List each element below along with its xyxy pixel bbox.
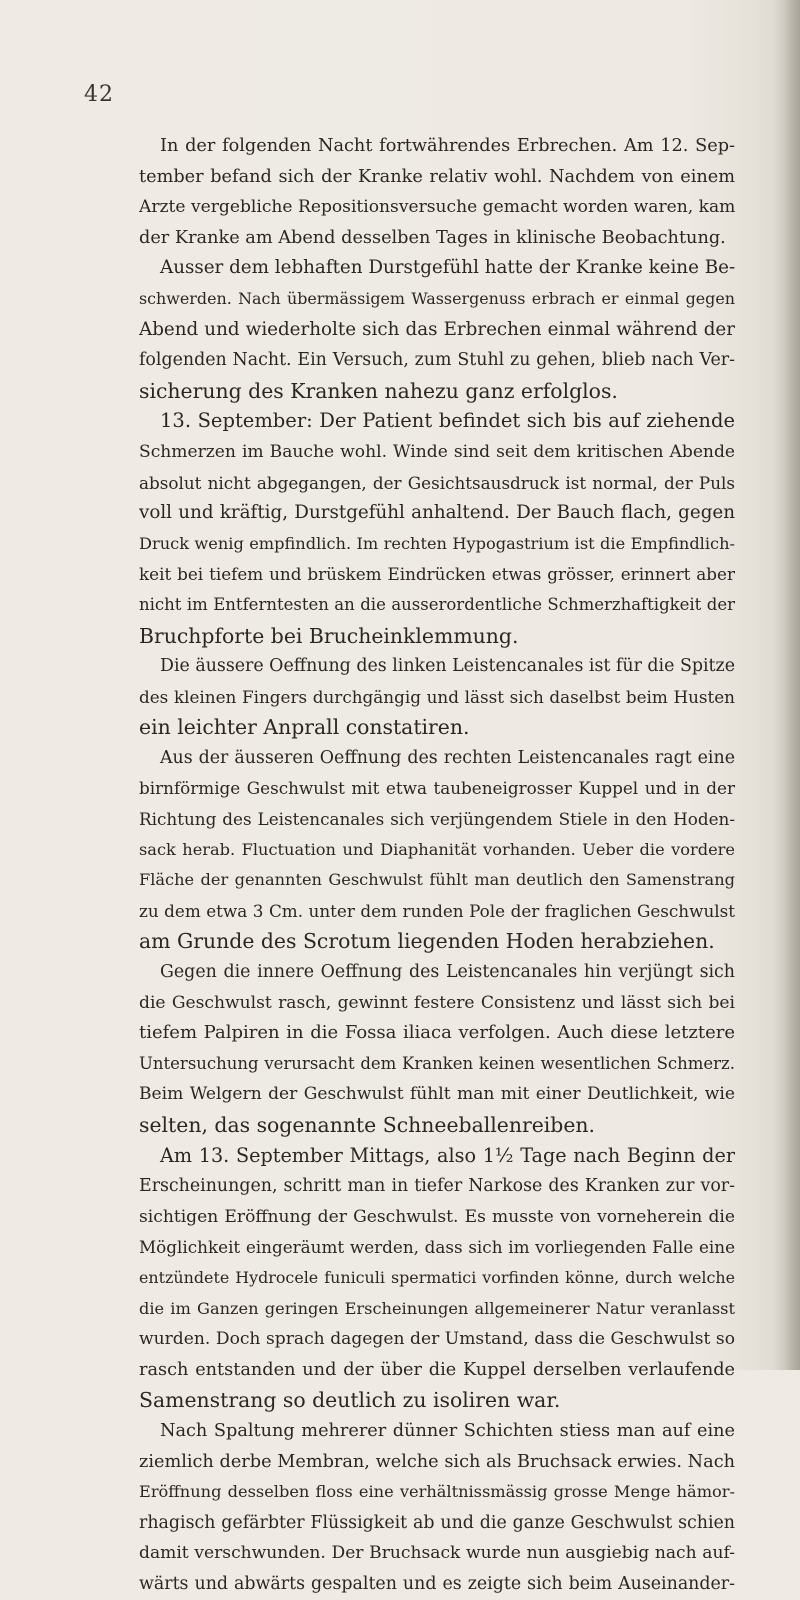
text-line: keit bei tiefem und brüskem Eindrücken etwas grösser, erinnert aber <box>139 564 735 585</box>
text-line: Aus der äusseren Oeffnung des rechten Leistencanales ragt eine <box>160 747 735 768</box>
text-line: damit verschwunden. Der Bruchsack wurde nun ausgiebig nach auf- <box>139 1543 735 1564</box>
text-line: sicherung des Kranken nahezu ganz erfolglos. <box>139 378 618 403</box>
text-line: Untersuchung verursacht dem Kranken keinen wesentlichen Schmerz. <box>139 1053 735 1073</box>
text-line: Samenstrang so deutlich zu isoliren war. <box>139 1388 561 1413</box>
text-line: folgenden Nacht. Ein Versuch, zum Stuhl zu gehen, blieb nach Ver- <box>139 350 735 371</box>
text-line: 13. September: Der Patient befindet sich bis auf ziehende <box>160 409 735 433</box>
text-line: In der folgenden Nacht fortwährendes Erbrechen. Am 12. Sep- <box>160 136 735 156</box>
text-line: nicht im Entferntesten an die ausserordentliche Schmerzhaftigkeit der <box>139 594 735 614</box>
text-line: wurden. Doch sprach dagegen der Umstand, dass die Geschwulst so <box>139 1329 735 1350</box>
text-line: ein leichter Anprall constatiren. <box>139 715 470 740</box>
text-line: Nach Spaltung mehrerer dünner Schichten stiess man auf eine <box>160 1420 735 1441</box>
text-line: Ausser dem lebhaften Durstgefühl hatte der Kranke keine Be- <box>160 257 735 279</box>
text-line: ziemlich derbe Membran, welche sich als Bruchsack erwies. Nach <box>139 1451 735 1472</box>
text-line: schwerden. Nach übermässigem Wassergenuss erbrach er einmal gegen <box>139 288 735 308</box>
text-line: entzündete Hydrocele funiculi spermatici vorfinden könne, durch welche <box>139 1267 735 1287</box>
text-line: des kleinen Fingers durchgängig und lässt sich daselbst beim Husten <box>139 686 735 707</box>
page-edge-shadow <box>774 0 800 1370</box>
text-line: voll und kräftig, Durstgefühl anhaltend. Der Bauch flach, gegen <box>139 502 735 524</box>
text-line: wärts und abwärts gespalten und es zeigte sich beim Auseinander- <box>139 1573 735 1594</box>
text-line: Gegen die innere Oeffnung des Leistencanales hin verjüngt sich <box>160 962 735 983</box>
text-line: Eröffnung desselben floss eine verhältnissmässig grosse Menge hämor- <box>139 1482 735 1502</box>
text-line: Schmerzen im Bauche wohl. Winde sind seit dem kritischen Abende <box>139 441 735 462</box>
text-line: rhagisch gefärbter Flüssigkeit ab und die ganze Geschwulst schien <box>139 1512 735 1533</box>
text-line: selten, das sogenannte Schneeballenreiben. <box>139 1113 596 1137</box>
text-line: birnförmige Geschwulst mit etwa taubeneigrosser Kuppel und in der <box>139 778 735 799</box>
text-line: Beim Welgern der Geschwulst fühlt man mit einer Deutlichkeit, wie <box>139 1084 735 1105</box>
text-line: Abend und wiederholte sich das Erbrechen einmal während der <box>139 318 735 340</box>
text-line: rasch entstanden und der über die Kuppel derselben verlaufende <box>139 1359 735 1380</box>
text-line: tiefem Palpiren in die Fossa iliaca verfolgen. Auch diese letztere <box>139 1022 735 1044</box>
text-line: Die äussere Oeffnung des linken Leistencanales ist für die Spitze <box>160 656 735 677</box>
text-line: sichtigen Eröffnung der Geschwulst. Es musste von vorneherein die <box>139 1206 735 1227</box>
text-line: Erscheinungen, schritt man in tiefer Narkose des Kranken zur vor- <box>139 1176 735 1197</box>
text-line: Möglichkeit eingeräumt werden, dass sich im vorliegenden Falle eine <box>139 1237 735 1258</box>
text-line: Arzte vergebliche Repositionsversuche gemacht worden waren, kam <box>139 197 735 218</box>
text-line: am Grunde des Scrotum liegenden Hoden herabziehen. <box>139 929 715 954</box>
body-text <box>139 131 735 1600</box>
text-line: sack herab. Fluctuation und Diaphanität vorhanden. Ueber die vordere <box>139 839 735 859</box>
text-line: Richtung des Leistencanales sich verjüngendem Stiele in den Hoden- <box>139 809 735 830</box>
text-line: Fläche der genannten Geschwulst fühlt man deutlich den Samenstrang <box>139 870 735 890</box>
text-line: die Geschwulst rasch, gewinnt festere Consistenz und lässt sich bei <box>139 992 735 1013</box>
text-line: Druck wenig empfindlich. Im rechten Hypogastrium ist die Empfindlich- <box>139 533 735 553</box>
text-line: tember befand sich der Kranke relativ wohl. Nachdem von einem <box>139 166 735 187</box>
text-line: absolut nicht abgegangen, der Gesichtsausdruck ist normal, der Puls <box>139 472 735 493</box>
text-line: die im Ganzen geringen Erscheinungen allgemeinerer Natur veranlasst <box>139 1298 735 1318</box>
text-line: zu dem etwa 3 Cm. unter dem runden Pole der fraglichen Geschwulst <box>139 900 735 921</box>
text-line: Am 13. September Mittags, also 1½ Tage nach Beginn der <box>160 1143 735 1167</box>
text-line: der Kranke am Abend desselben Tages in klinische Beobachtung. <box>139 227 726 248</box>
page-number: 42 <box>84 82 114 107</box>
text-line: Bruchpforte bei Brucheinklemmung. <box>139 623 519 648</box>
